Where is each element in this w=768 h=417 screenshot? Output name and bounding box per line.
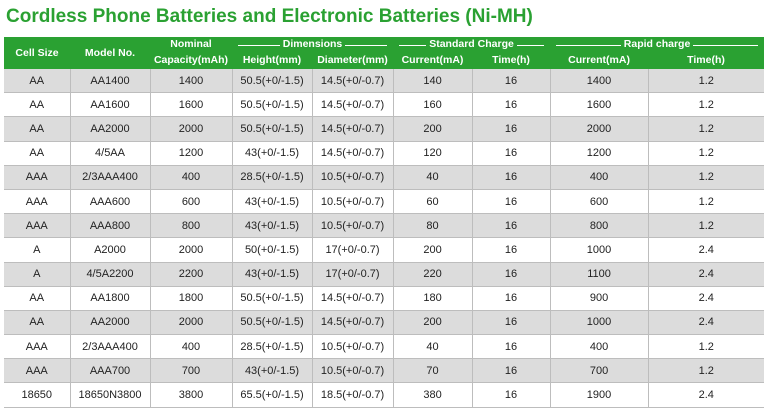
cell-capacity: 600 <box>150 189 232 213</box>
header-rapid-charge-group <box>550 37 764 52</box>
cell-rapid-current: 1100 <box>550 262 648 286</box>
cell-height: 50.5(+0/-1.5) <box>232 310 312 334</box>
cell-rapid-current: 1000 <box>550 238 648 262</box>
cell-model-no: AA1800 <box>70 286 150 310</box>
cell-std-time: 16 <box>472 141 550 165</box>
cell-rapid-current: 800 <box>550 214 648 238</box>
cell-std-time: 16 <box>472 214 550 238</box>
cell-rapid-time: 2.4 <box>648 286 764 310</box>
cell-height: 50.5(+0/-1.5) <box>232 117 312 141</box>
cell-cell-size: AA <box>4 141 70 165</box>
cell-model-no: AA1400 <box>70 69 150 93</box>
cell-std-current: 60 <box>393 189 472 213</box>
table-row <box>4 262 764 286</box>
cell-std-current: 40 <box>393 165 472 189</box>
cell-rapid-time: 1.2 <box>648 359 764 383</box>
cell-rapid-time: 2.4 <box>648 383 764 407</box>
header-dimensions-group <box>232 37 393 52</box>
cell-height: 65.5(+0/-1.5) <box>232 383 312 407</box>
cell-capacity: 2000 <box>150 310 232 334</box>
cell-std-current: 160 <box>393 93 472 117</box>
table-row <box>4 310 764 334</box>
cell-rapid-time: 1.2 <box>648 335 764 359</box>
cell-model-no: A2000 <box>70 238 150 262</box>
header-nominal: Nominal <box>150 37 232 52</box>
cell-cell-size: AAA <box>4 359 70 383</box>
cell-model-no: AA1600 <box>70 93 150 117</box>
cell-diameter: 17(+0/-0.7) <box>312 262 393 286</box>
header-rapid-time: Time(h) <box>648 52 764 69</box>
cell-rapid-time: 2.4 <box>648 238 764 262</box>
cell-rapid-current: 900 <box>550 286 648 310</box>
cell-height: 50.5(+0/-1.5) <box>232 93 312 117</box>
cell-height: 50.5(+0/-1.5) <box>232 286 312 310</box>
cell-rapid-current: 400 <box>550 165 648 189</box>
cell-capacity: 3800 <box>150 383 232 407</box>
cell-capacity: 1600 <box>150 93 232 117</box>
cell-rapid-time: 1.2 <box>648 69 764 93</box>
cell-rapid-time: 2.4 <box>648 262 764 286</box>
table-row <box>4 117 764 141</box>
cell-rapid-current: 1200 <box>550 141 648 165</box>
cell-cell-size: A <box>4 238 70 262</box>
cell-rapid-current: 400 <box>550 335 648 359</box>
cell-std-time: 16 <box>472 69 550 93</box>
cell-rapid-current: 1900 <box>550 383 648 407</box>
cell-diameter: 18.5(+0/-0.7) <box>312 383 393 407</box>
cell-height: 43(+0/-1.5) <box>232 214 312 238</box>
table-row <box>4 214 764 238</box>
cell-rapid-time: 1.2 <box>648 141 764 165</box>
cell-cell-size: AA <box>4 69 70 93</box>
cell-diameter: 14.5(+0/-0.7) <box>312 286 393 310</box>
cell-model-no: AAA600 <box>70 189 150 213</box>
cell-cell-size: AA <box>4 310 70 334</box>
cell-std-time: 16 <box>472 383 550 407</box>
header-standard-charge-group <box>393 37 550 52</box>
cell-std-current: 140 <box>393 69 472 93</box>
cell-std-time: 16 <box>472 93 550 117</box>
battery-spec-table <box>4 37 764 408</box>
cell-cell-size: AAA <box>4 189 70 213</box>
cell-diameter: 10.5(+0/-0.7) <box>312 359 393 383</box>
cell-diameter: 14.5(+0/-0.7) <box>312 117 393 141</box>
cell-capacity: 800 <box>150 214 232 238</box>
cell-model-no: AAA800 <box>70 214 150 238</box>
table-row <box>4 141 764 165</box>
header-dimensions: Dimensions <box>280 38 346 50</box>
cell-std-current: 120 <box>393 141 472 165</box>
cell-std-current: 70 <box>393 359 472 383</box>
cell-std-time: 16 <box>472 117 550 141</box>
cell-cell-size: AA <box>4 93 70 117</box>
cell-height: 43(+0/-1.5) <box>232 141 312 165</box>
cell-rapid-current: 700 <box>550 359 648 383</box>
table-body <box>4 69 764 407</box>
cell-rapid-time: 1.2 <box>648 93 764 117</box>
cell-height: 50(+0/-1.5) <box>232 238 312 262</box>
cell-std-current: 200 <box>393 238 472 262</box>
cell-diameter: 14.5(+0/-0.7) <box>312 310 393 334</box>
cell-capacity: 700 <box>150 359 232 383</box>
cell-capacity: 2200 <box>150 262 232 286</box>
cell-cell-size: A <box>4 262 70 286</box>
cell-std-current: 180 <box>393 286 472 310</box>
cell-capacity: 2000 <box>150 238 232 262</box>
header-std-time: Time(h) <box>472 52 550 69</box>
cell-diameter: 10.5(+0/-0.7) <box>312 335 393 359</box>
table-row <box>4 69 764 93</box>
header-rapid-charge: Rapid charge <box>621 38 694 50</box>
cell-std-time: 16 <box>472 286 550 310</box>
header-model-no: Model No. <box>70 37 150 69</box>
table-row <box>4 335 764 359</box>
header-cell-size: Cell Size <box>4 37 70 69</box>
cell-rapid-time: 1.2 <box>648 165 764 189</box>
cell-capacity: 2000 <box>150 117 232 141</box>
cell-capacity: 400 <box>150 165 232 189</box>
cell-capacity: 400 <box>150 335 232 359</box>
cell-height: 28.5(+0/-1.5) <box>232 335 312 359</box>
cell-capacity: 1400 <box>150 69 232 93</box>
table-row <box>4 93 764 117</box>
cell-std-current: 380 <box>393 383 472 407</box>
cell-rapid-time: 2.4 <box>648 310 764 334</box>
cell-model-no: AA2000 <box>70 117 150 141</box>
cell-model-no: 2/3AAA400 <box>70 335 150 359</box>
cell-diameter: 17(+0/-0.7) <box>312 238 393 262</box>
cell-height: 50.5(+0/-1.5) <box>232 69 312 93</box>
header-standard-charge: Standard Charge <box>426 38 517 50</box>
table-row <box>4 165 764 189</box>
cell-cell-size: AA <box>4 117 70 141</box>
cell-std-current: 200 <box>393 310 472 334</box>
cell-rapid-current: 600 <box>550 189 648 213</box>
cell-std-time: 16 <box>472 310 550 334</box>
cell-cell-size: AAA <box>4 214 70 238</box>
cell-rapid-time: 1.2 <box>648 189 764 213</box>
cell-cell-size: AA <box>4 286 70 310</box>
cell-height: 28.5(+0/-1.5) <box>232 165 312 189</box>
cell-model-no: 2/3AAA400 <box>70 165 150 189</box>
page-title: Cordless Phone Batteries and Electronic Batteries (Ni-MH) <box>6 6 533 27</box>
cell-std-current: 220 <box>393 262 472 286</box>
cell-std-current: 200 <box>393 117 472 141</box>
cell-diameter: 10.5(+0/-0.7) <box>312 214 393 238</box>
header-height: Height(mm) <box>232 52 312 69</box>
cell-cell-size: AAA <box>4 335 70 359</box>
cell-height: 43(+0/-1.5) <box>232 262 312 286</box>
cell-std-current: 40 <box>393 335 472 359</box>
cell-rapid-current: 1000 <box>550 310 648 334</box>
cell-capacity: 1800 <box>150 286 232 310</box>
cell-rapid-current: 1600 <box>550 93 648 117</box>
cell-cell-size: 18650 <box>4 383 70 407</box>
cell-model-no: AAA700 <box>70 359 150 383</box>
cell-diameter: 10.5(+0/-0.7) <box>312 165 393 189</box>
header-std-current: Current(mA) <box>393 52 472 69</box>
cell-model-no: 4/5AA <box>70 141 150 165</box>
cell-rapid-time: 1.2 <box>648 214 764 238</box>
table-row <box>4 359 764 383</box>
header-capacity: Capacity(mAh) <box>150 52 232 69</box>
cell-model-no: 4/5A2200 <box>70 262 150 286</box>
cell-std-current: 80 <box>393 214 472 238</box>
cell-rapid-current: 2000 <box>550 117 648 141</box>
cell-diameter: 14.5(+0/-0.7) <box>312 93 393 117</box>
cell-height: 43(+0/-1.5) <box>232 189 312 213</box>
cell-std-time: 16 <box>472 238 550 262</box>
cell-model-no: 18650N3800 <box>70 383 150 407</box>
cell-std-time: 16 <box>472 189 550 213</box>
table-row <box>4 189 764 213</box>
cell-diameter: 10.5(+0/-0.7) <box>312 189 393 213</box>
cell-std-time: 16 <box>472 335 550 359</box>
table-row <box>4 383 764 407</box>
cell-height: 43(+0/-1.5) <box>232 359 312 383</box>
cell-diameter: 14.5(+0/-0.7) <box>312 141 393 165</box>
cell-capacity: 1200 <box>150 141 232 165</box>
cell-model-no: AA2000 <box>70 310 150 334</box>
cell-std-time: 16 <box>472 165 550 189</box>
table-row <box>4 286 764 310</box>
cell-rapid-current: 1400 <box>550 69 648 93</box>
table-row <box>4 238 764 262</box>
cell-cell-size: AAA <box>4 165 70 189</box>
header-rapid-current: Current(mA) <box>550 52 648 69</box>
cell-std-time: 16 <box>472 359 550 383</box>
header-diameter: Diameter(mm) <box>312 52 393 69</box>
cell-rapid-time: 1.2 <box>648 117 764 141</box>
cell-std-time: 16 <box>472 262 550 286</box>
cell-diameter: 14.5(+0/-0.7) <box>312 69 393 93</box>
header-row-top <box>4 37 764 52</box>
